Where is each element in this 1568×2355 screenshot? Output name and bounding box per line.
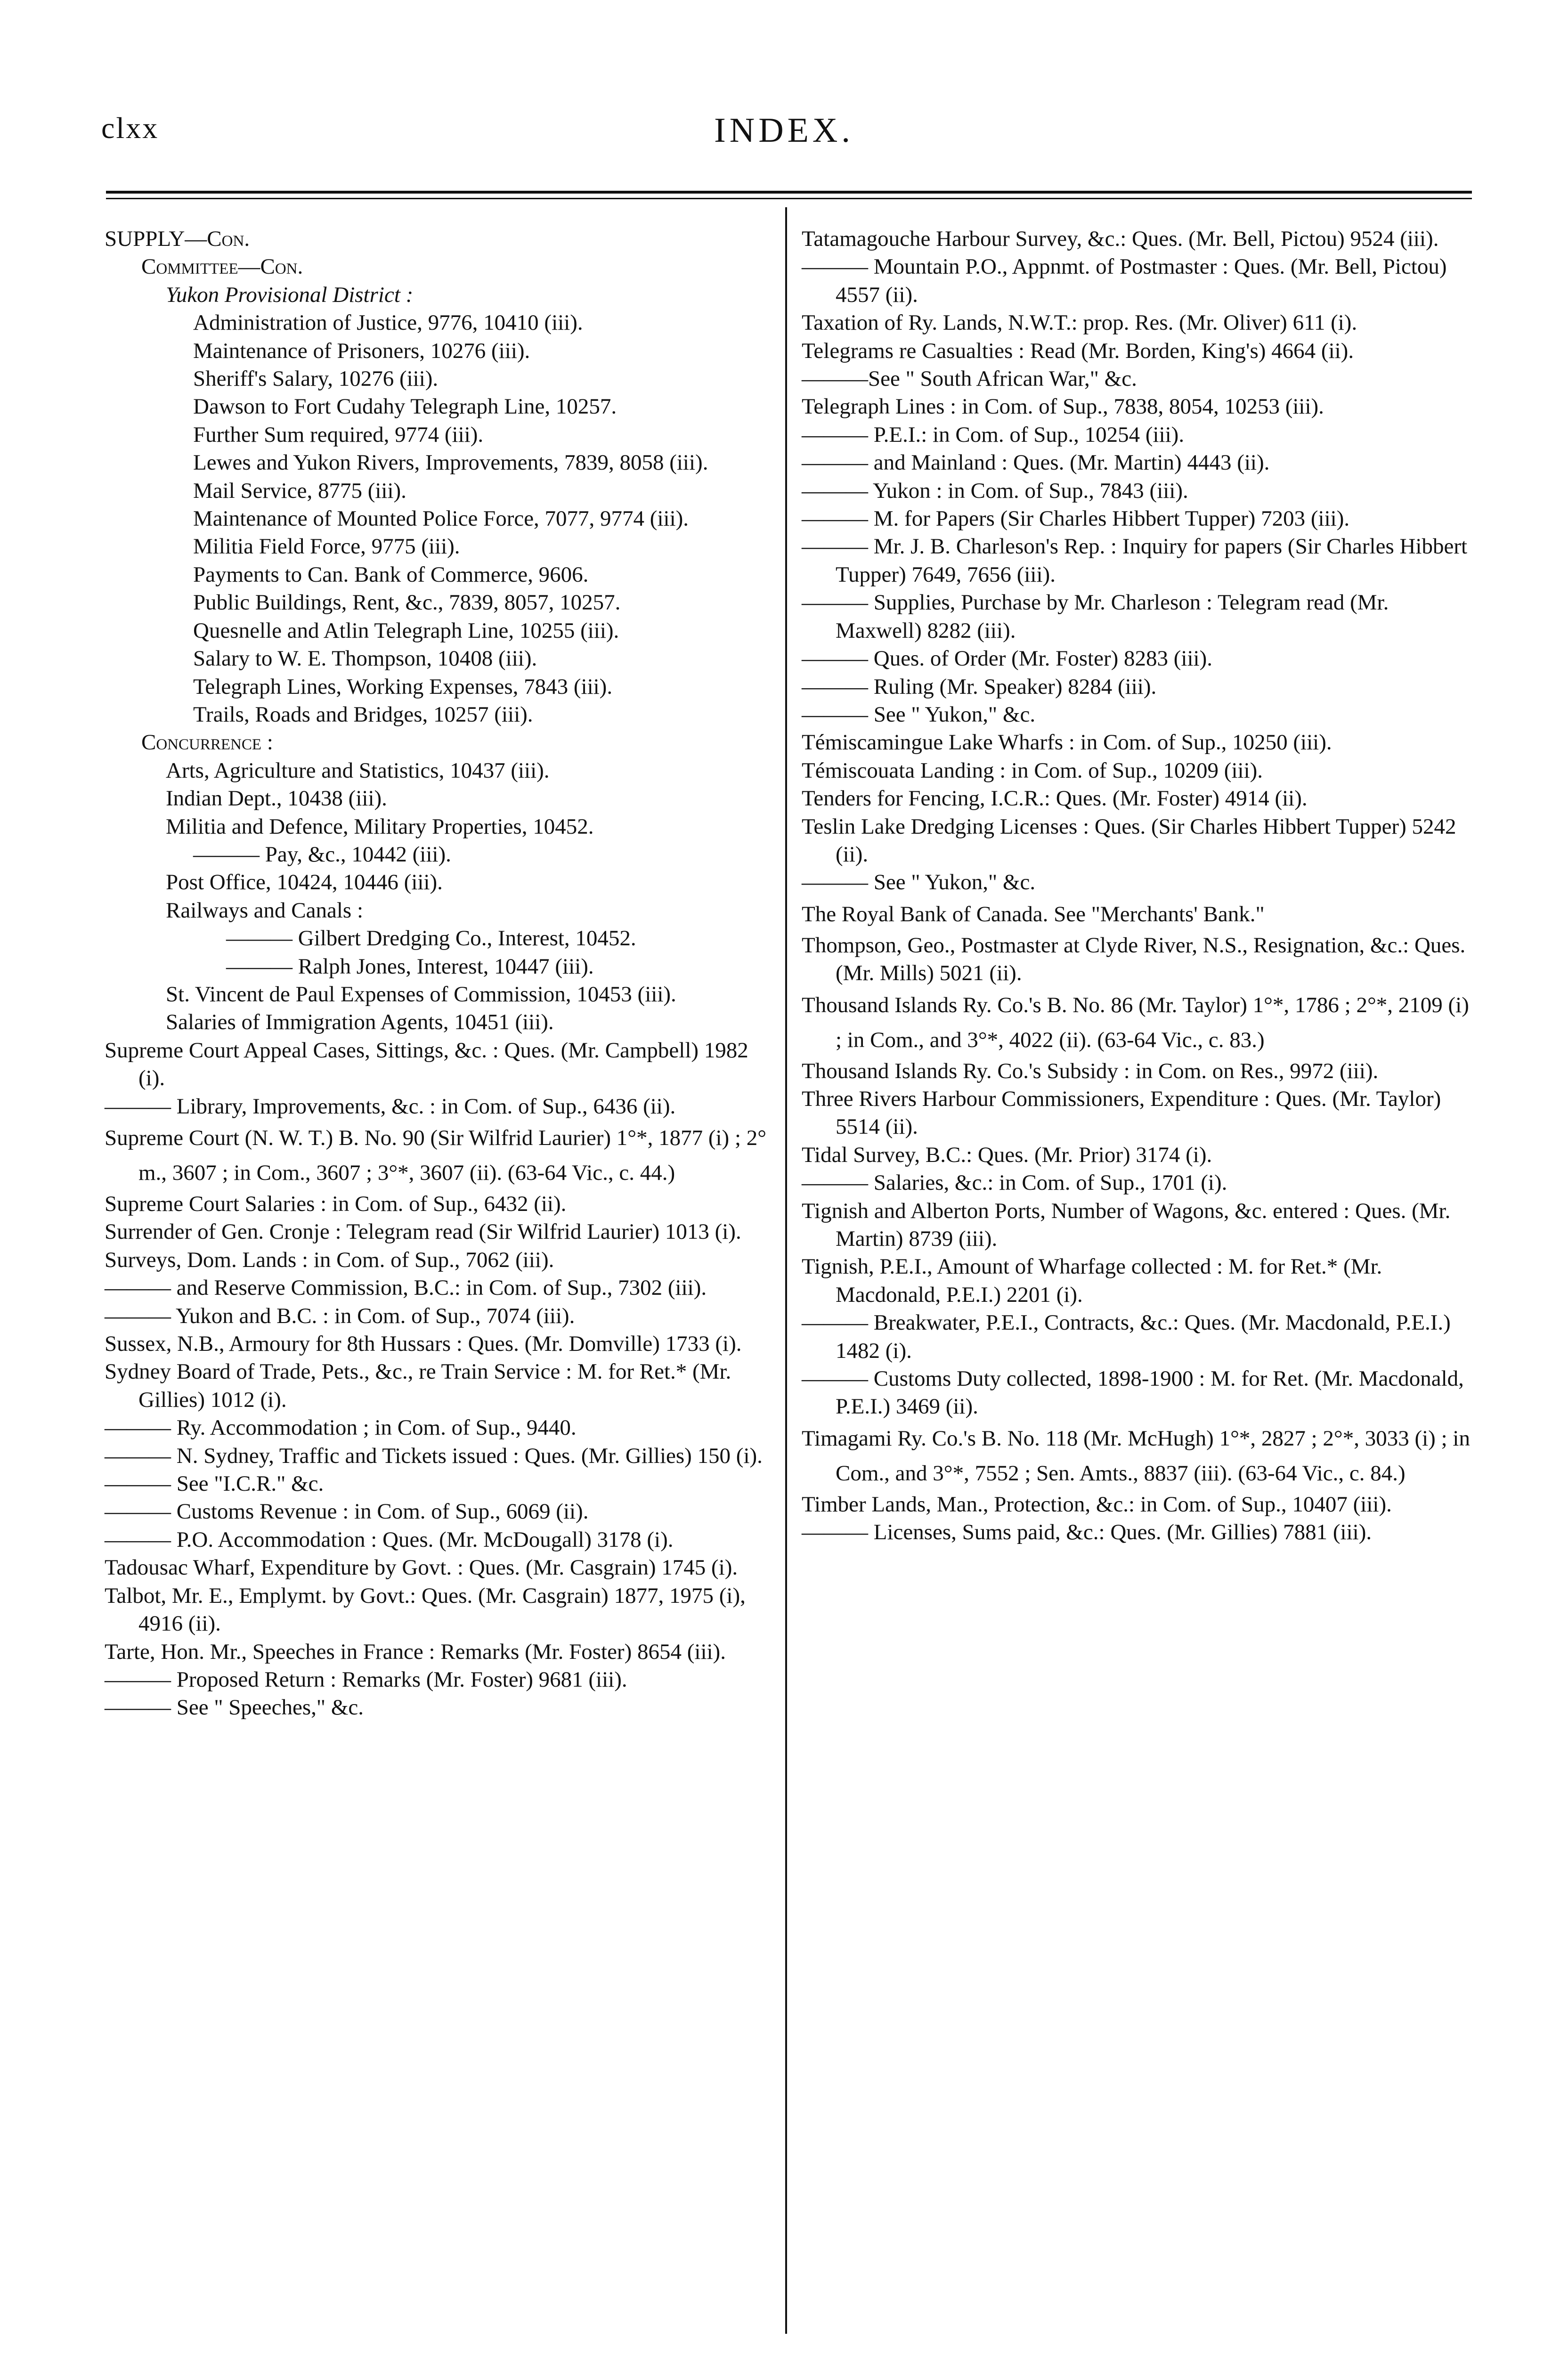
index-entry: Supreme Court (N. W. T.) B. No. 90 (Sir Wilfrid Laurier) 1°*, 1877 (i) ; 2° m., 3607 ; in Com., 3607 ; 3°*, 3607 (ii). (63-64 Vic., c. 44.) xyxy=(105,1126,767,1185)
index-entry: ——— Breakwater, P.E.I., Contracts, &c.: Ques. (Mr. Macdonald, P.E.I.) 1482 (i). xyxy=(802,1310,1451,1363)
index-entry: Tignish and Alberton Ports, Number of Wagons, &c. entered : Ques. (Mr. Martin) 8739 (iii). xyxy=(802,1198,1451,1251)
index-entry: Timagami Ry. Co.'s B. No. 118 (Mr. McHugh) 1°*, 2827 ; 2°*, 3033 (i) ; in Com., and 3°*, 7552 ; Sen. Amts., 8837 (iii). (63-64 Vic., c. 84.) xyxy=(802,1426,1470,1486)
right-column xyxy=(802,225,1480,1547)
index-entry: ——— Salaries, &c.: in Com. of Sup., 1701 (i). xyxy=(802,1170,1227,1195)
index-entry: Talbot, Mr. E., Emplymt. by Govt.: Ques. (Mr. Casgrain) 1877, 1975 (i), 4916 (ii). xyxy=(105,1583,746,1636)
index-entry: Trails, Roads and Bridges, 10257 (iii). xyxy=(193,702,533,727)
index-entry: Tidal Survey, B.C.: Ques. (Mr. Prior) 3174 (i). xyxy=(802,1142,1212,1167)
index-entry: ——— Ralph Jones, Interest, 10447 (iii). xyxy=(226,954,594,979)
index-entry: Militia and Defence, Military Properties, 10452. xyxy=(166,814,594,839)
index-entry: Témiscamingue Lake Wharfs : in Com. of Sup., 10250 (iii). xyxy=(802,730,1332,755)
index-entry: Sheriff's Salary, 10276 (iii). xyxy=(193,366,439,391)
page-number: clxx xyxy=(101,111,159,145)
index-entry: Tatamagouche Harbour Survey, &c.: Ques. (Mr. Bell, Pictou) 9524 (iii). xyxy=(802,227,1439,251)
index-entry: ——— N. Sydney, Traffic and Tickets issued : Ques. (Mr. Gillies) 150 (i). xyxy=(105,1443,763,1468)
index-entry: Payments to Can. Bank of Commerce, 9606. xyxy=(193,562,589,587)
index-entry: ———See " South African War," &c. xyxy=(802,366,1137,391)
index-entry: Committee—Con. xyxy=(141,254,303,279)
index-entry: Témiscouata Landing : in Com. of Sup., 10209 (iii). xyxy=(802,758,1263,783)
index-entry: Telegraph Lines : in Com. of Sup., 7838, 8054, 10253 (iii). xyxy=(802,394,1324,419)
index-entry: ——— See " Yukon," &c. xyxy=(802,870,1036,895)
index-entry: Mail Service, 8775 (iii). xyxy=(193,478,406,503)
index-entry: Sussex, N.B., Armoury for 8th Hussars : Ques. (Mr. Domville) 1733 (i). xyxy=(105,1332,742,1356)
index-entry: ——— Yukon and B.C. : in Com. of Sup., 7074 (iii). xyxy=(105,1303,575,1328)
index-entry: St. Vincent de Paul Expenses of Commission, 10453 (iii). xyxy=(166,982,676,1007)
index-entry: ——— Customs Duty collected, 1898-1900 : M. for Ret. (Mr. Macdonald, P.E.I.) 3469 (ii). xyxy=(802,1366,1464,1419)
index-entry: Salary to W. E. Thompson, 10408 (iii). xyxy=(193,646,537,671)
index-entry: Timber Lands, Man., Protection, &c.: in Com. of Sup., 10407 (iii). xyxy=(802,1492,1392,1517)
index-entry: ——— Ques. of Order (Mr. Foster) 8283 (iii). xyxy=(802,646,1212,671)
index-entry: ——— Library, Improvements, &c. : in Com. of Sup., 6436 (ii). xyxy=(105,1094,676,1119)
index-entry: Public Buildings, Rent, &c., 7839, 8057, 10257. xyxy=(193,590,621,615)
index-entry: ——— M. for Papers (Sir Charles Hibbert Tupper) 7203 (iii). xyxy=(802,506,1350,531)
page-title: INDEX. xyxy=(714,111,854,150)
index-entry: ——— Mountain P.O., Appnmt. of Postmaster : Ques. (Mr. Bell, Pictou) 4557 (ii). xyxy=(802,254,1447,307)
header-rule-thin xyxy=(106,198,1472,199)
index-entry: Surveys, Dom. Lands : in Com. of Sup., 7062 (iii). xyxy=(105,1247,554,1272)
index-entry: ——— P.O. Accommodation : Ques. (Mr. McDougall) 3178 (i). xyxy=(105,1527,674,1552)
index-entry: ——— Ry. Accommodation ; in Com. of Sup., 9440. xyxy=(105,1415,577,1440)
index-entry: ——— Proposed Return : Remarks (Mr. Foster) 9681 (iii). xyxy=(105,1667,627,1692)
index-entry: Militia Field Force, 9775 (iii). xyxy=(193,534,460,559)
index-entry: ——— Gilbert Dredging Co., Interest, 10452. xyxy=(226,926,636,951)
index-entry: Taxation of Ry. Lands, N.W.T.: prop. Res. (Mr. Oliver) 611 (i). xyxy=(802,310,1357,335)
index-entry: Thousand Islands Ry. Co.'s B. No. 86 (Mr. Taylor) 1°*, 1786 ; 2°*, 2109 (i) ; in Com., and 3°*, 4022 (ii). (63-64 Vic., c. 83.) xyxy=(802,992,1469,1052)
index-entry: Dawson to Fort Cudahy Telegraph Line, 10257. xyxy=(193,394,617,419)
index-entry: Teslin Lake Dredging Licenses : Ques. (Sir Charles Hibbert Tupper) 5242 (ii). xyxy=(802,814,1456,867)
index-entry: Thousand Islands Ry. Co.'s Subsidy : in Com. on Res., 9972 (iii). xyxy=(802,1058,1379,1083)
index-entry: SUPPLY—Con. xyxy=(105,227,250,251)
index-entry: Tadousac Wharf, Expenditure by Govt. : Ques. (Mr. Casgrain) 1745 (i). xyxy=(105,1555,738,1580)
index-entry: ——— Mr. J. B. Charleson's Rep. : Inquiry for papers (Sir Charles Hibbert Tupper) 7649, 7656 (iii). xyxy=(802,534,1468,587)
index-entry: Maintenance of Prisoners, 10276 (iii). xyxy=(193,338,530,363)
index-entry: The Royal Bank of Canada. See "Merchants' Bank." xyxy=(802,901,1265,926)
index-entry: ——— Pay, &c., 10442 (iii). xyxy=(193,842,451,867)
index-entry: Concurrence : xyxy=(141,730,273,755)
index-entry: ——— See "I.C.R." &c. xyxy=(105,1471,324,1496)
index-entry: ——— Customs Revenue : in Com. of Sup., 6069 (ii). xyxy=(105,1499,589,1524)
index-entry: Tignish, P.E.I., Amount of Wharfage collected : M. for Ret.* (Mr. Macdonald, P.E.I.) 2201 (i). xyxy=(802,1254,1382,1307)
index-entry: Tarte, Hon. Mr., Speeches in France : Remarks (Mr. Foster) 8654 (iii). xyxy=(105,1639,726,1664)
index-entry: Quesnelle and Atlin Telegraph Line, 10255 (iii). xyxy=(193,618,619,643)
index-entry: ——— and Reserve Commission, B.C.: in Com. of Sup., 7302 (iii). xyxy=(105,1275,707,1300)
index-entry: Sydney Board of Trade, Pets., &c., re Train Service : M. for Ret.* (Mr. Gillies) 1012 (i). xyxy=(105,1359,731,1412)
left-column xyxy=(105,225,778,1722)
index-entry: ——— Ruling (Mr. Speaker) 8284 (iii). xyxy=(802,674,1157,699)
index-entry: Three Rivers Harbour Commissioners, Expenditure : Ques. (Mr. Taylor) 5514 (ii). xyxy=(802,1086,1441,1139)
index-entry: Arts, Agriculture and Statistics, 10437 (iii). xyxy=(166,758,550,783)
index-entry: Telegrams re Casualties : Read (Mr. Borden, King's) 4664 (ii). xyxy=(802,338,1354,363)
index-entry: Supreme Court Appeal Cases, Sittings, &c. : Ques. (Mr. Campbell) 1982 (i). xyxy=(105,1038,748,1091)
index-entry: ——— Yukon : in Com. of Sup., 7843 (iii). xyxy=(802,478,1188,503)
index-entry: Salaries of Immigration Agents, 10451 (iii). xyxy=(166,1010,554,1035)
index-entry: Thompson, Geo., Postmaster at Clyde River, N.S., Resignation, &c.: Ques. (Mr. Mills) 5021 (ii). xyxy=(802,933,1466,986)
index-entry: Indian Dept., 10438 (iii). xyxy=(166,786,387,811)
index-entry: Maintenance of Mounted Police Force, 7077, 9774 (iii). xyxy=(193,506,689,531)
header-rule-thick xyxy=(106,191,1472,194)
index-entry: Lewes and Yukon Rivers, Improvements, 7839, 8058 (iii). xyxy=(193,450,708,475)
index-entry: ——— and Mainland : Ques. (Mr. Martin) 4443 (ii). xyxy=(802,450,1270,475)
index-entry: Supreme Court Salaries : in Com. of Sup., 6432 (ii). xyxy=(105,1192,567,1216)
index-entry: ——— Licenses, Sums paid, &c.: Ques. (Mr. Gillies) 7881 (iii). xyxy=(802,1520,1372,1545)
index-entry: ——— Supplies, Purchase by Mr. Charleson : Telegram read (Mr. Maxwell) 8282 (iii). xyxy=(802,590,1389,643)
index-entry: Tenders for Fencing, I.C.R.: Ques. (Mr. Foster) 4914 (ii). xyxy=(802,786,1308,811)
index-entry: Administration of Justice, 9776, 10410 (iii). xyxy=(193,310,583,335)
index-entry: Further Sum required, 9774 (iii). xyxy=(193,422,484,447)
index-entry: Telegraph Lines, Working Expenses, 7843 (iii). xyxy=(193,674,613,699)
index-entry: ——— P.E.I.: in Com. of Sup., 10254 (iii). xyxy=(802,422,1185,447)
index-entry: Surrender of Gen. Cronje : Telegram read (Sir Wilfrid Laurier) 1013 (i). xyxy=(105,1219,741,1244)
index-entry: ——— See " Speeches," &c. xyxy=(105,1695,364,1720)
column-divider xyxy=(785,207,787,2334)
index-entry: Railways and Canals : xyxy=(166,898,364,923)
index-entry: Post Office, 10424, 10446 (iii). xyxy=(166,870,443,895)
index-entry: Yukon Provisional District : xyxy=(166,282,414,307)
index-entry: ——— See " Yukon," &c. xyxy=(802,702,1036,727)
